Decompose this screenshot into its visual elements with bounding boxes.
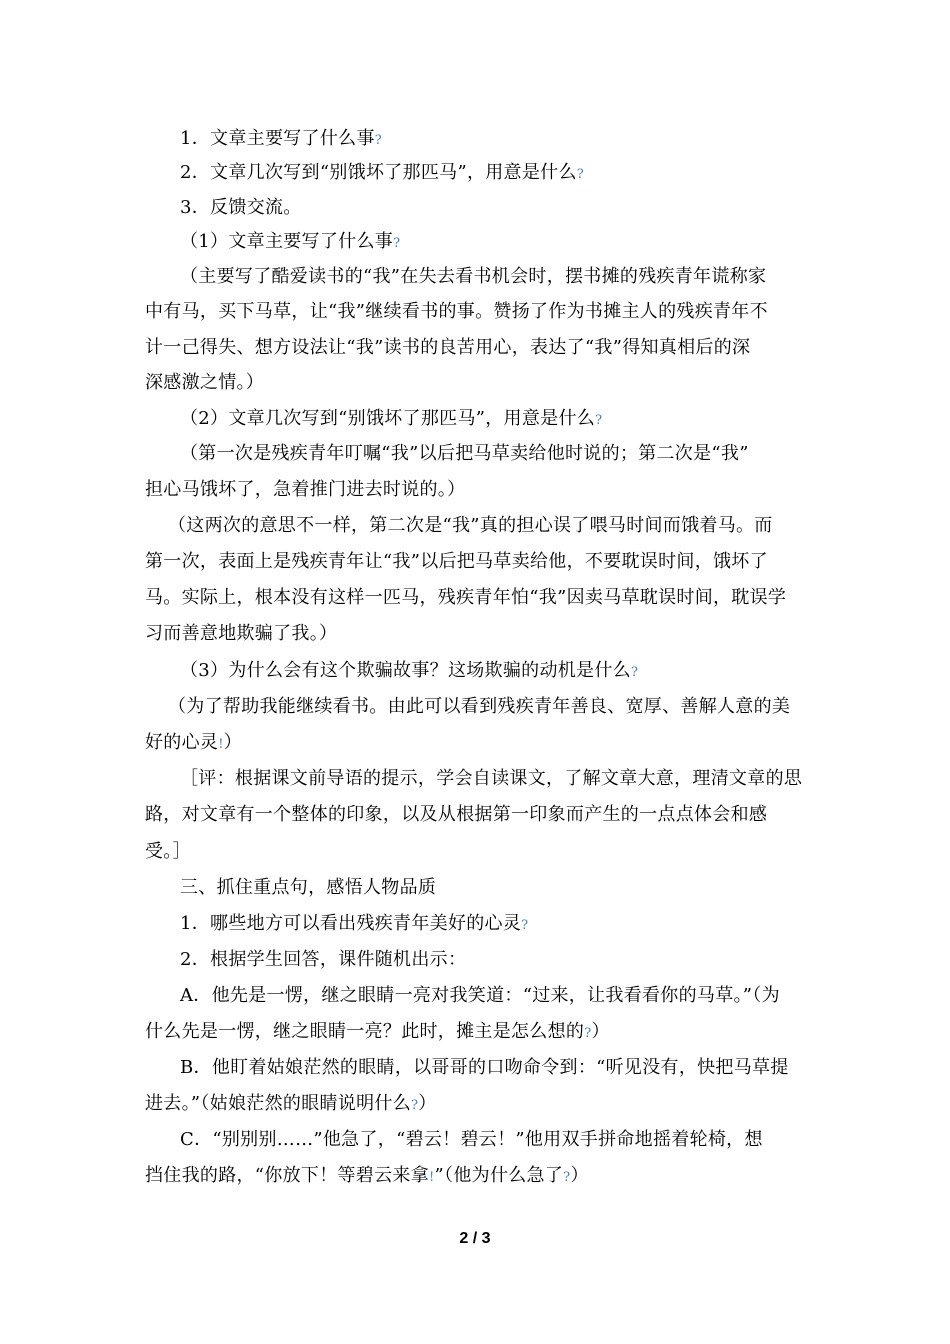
paragraph-line: 2．根据学生回答，课件随机出示： [180, 949, 467, 970]
paragraph-line: 什么先是一愣，继之眼睛一亮？此时，摊主是怎么想的?） [145, 1021, 610, 1042]
section-heading: 三、抓住重点句，感悟人物品质 [180, 877, 437, 898]
paragraph-line: （为了帮助我能继续看书。由此可以看到残疾青年善良、宽厚、善解人意的美 [168, 696, 791, 717]
paragraph-line: 计一己得失、想方设法让“我”读书的良苦用心，表达了“我”得知真相后的深 [145, 337, 751, 358]
paragraph-line: 好的心灵!） [145, 732, 243, 753]
paragraph-line: （这两次的意思不一样，第二次是“我”真的担心误了喂马时间而饿着马。而 [168, 515, 773, 536]
paragraph-line: 深感激之情。） [145, 372, 265, 393]
paragraph-line: 1．文章主要写了什么事? [180, 128, 383, 149]
paragraph-line: 第一次，表面上是残疾青年让“我”以后把马草卖给他，不要耽误时间，饿坏了 [145, 551, 768, 572]
paragraph-line: 中有马，买下马草，让“我”继续看书的事。赞扬了作为书摊主人的残疾青年不 [145, 301, 768, 322]
paragraph-line: 进去。”（姑娘茫然的眼睛说明什么?） [145, 1093, 437, 1114]
paragraph-line: 马。实际上，根本没有这样一匹马，残疾青年怕“我”因卖马草耽误时间，耽误学 [145, 587, 787, 608]
paragraph-line: （3）为什么会有这个欺骗故事？这场欺骗的动机是什么? [180, 660, 639, 681]
paragraph-line: 习而善意地欺骗了我。） [145, 623, 338, 644]
paragraph-line: 1．哪些地方可以看出残疾青年美好的心灵? [180, 913, 529, 934]
paragraph-line: （2）文章几次写到“别饿坏了那匹马”，用意是什么? [180, 408, 603, 429]
paragraph-line: 2．文章几次写到“别饿坏了那匹马”，用意是什么? [180, 162, 585, 183]
paragraph-line: C．“别别别……”他急了，“碧云！碧云！”他用双手拼命地摇着轮椅，想 [180, 1129, 763, 1150]
paragraph-line: （第一次是残疾青年叮嘱“我”以后把马草卖给他时说的；第二次是“我” [180, 443, 749, 464]
page-number: 2 / 3 [459, 1230, 491, 1247]
paragraph-line: （1）文章主要写了什么事? [180, 231, 401, 252]
paragraph-line: 路，对文章有一个整体的印象，以及从根据第一印象而产生的一点点体会和感 [145, 804, 768, 825]
paragraph-line: 受。］ [145, 841, 191, 862]
paragraph-line: （主要写了酷爱读书的“我”在失去看书机会时，摆书摊的残疾青年谎称家 [180, 266, 767, 287]
paragraph-line: B．他盯着姑娘茫然的眼睛，以哥哥的口吻命令到：“听见没有，快把马草提 [180, 1057, 789, 1078]
paragraph-line: 担心马饿坏了，急着推门进去时说的。） [145, 479, 466, 500]
paragraph-line: ［评：根据课文前导语的提示，学会自读课文，了解文章大意，理清文章的思 [180, 768, 803, 789]
paragraph-line: A．他先是一愣，继之眼睛一亮对我笑道：“过来，让我看看你的马草。”（为 [180, 985, 780, 1006]
paragraph-line: 3．反馈交流。 [180, 197, 302, 218]
paragraph-line: 挡住我的路，“你放下！等碧云来拿!”（他为什么急了?） [145, 1165, 589, 1186]
